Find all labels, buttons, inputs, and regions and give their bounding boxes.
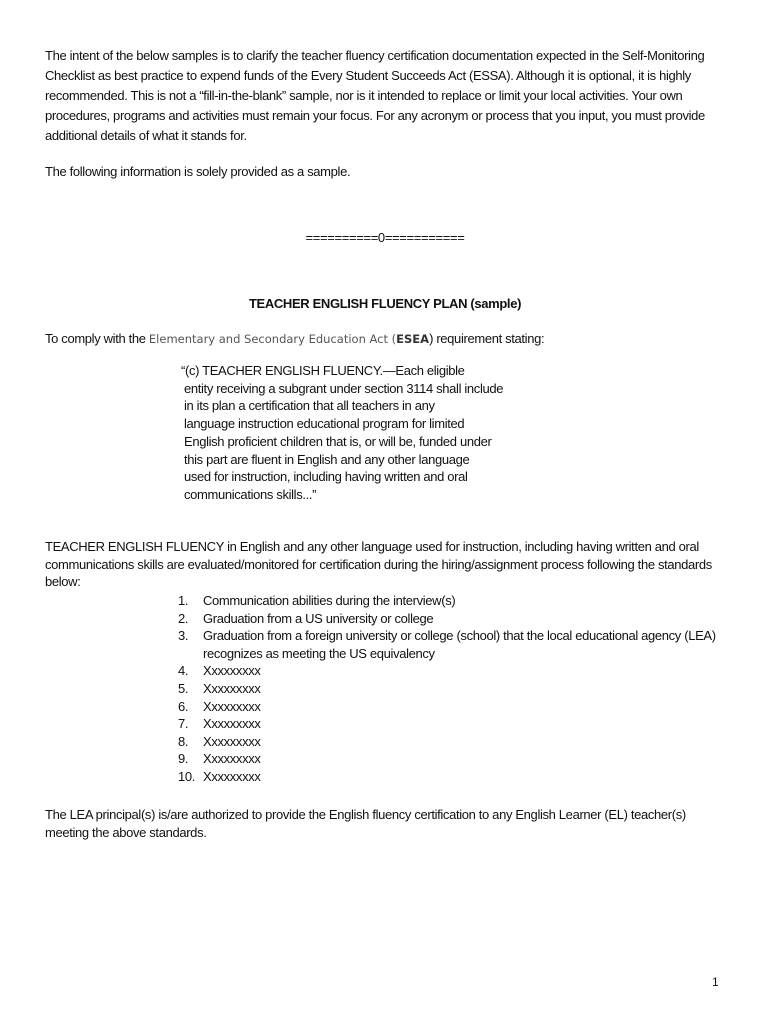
act-open-paren: ( bbox=[388, 332, 397, 346]
list-item-text: Communication abilities during the interview(s) bbox=[203, 593, 456, 608]
list-item-text: Xxxxxxxxx bbox=[203, 751, 261, 767]
quote-line: this part are fluent in English and any other language bbox=[184, 451, 470, 467]
list-item-text: Graduation from a US university or college bbox=[203, 610, 434, 626]
comply-suffix: ) requirement stating: bbox=[429, 331, 545, 346]
quote-line: English proficient children that is, or will be, funded under bbox=[184, 433, 492, 449]
list-item-number: 7. bbox=[178, 716, 189, 732]
quote-line: communications skills...” bbox=[184, 486, 317, 502]
list-item-number: 9. bbox=[178, 751, 189, 767]
closing-paragraph: The LEA principal(s) is/are authorized to provide the English fluency certification to any English Learner (EL) teacher(s) meeting the above standards. bbox=[45, 807, 686, 840]
list-item-text: Graduation from a foreign university or college (school) that the local educational agency (LEA) recognizes as meeting the US equivalency bbox=[203, 628, 716, 661]
list-item bbox=[178, 662, 738, 680]
list-item bbox=[178, 610, 738, 628]
intro-paragraph: The intent of the below samples is to clarify the teacher fluency certification documentation expected in the Self-Monitoring Checklist as best practice to expend funds of the Every Student Succeeds Act (ESSA). Although it is optional, it is highly recommended. This is not a “fill-in-the-blank” sample, nor is it intended to replace or limit your local activities. Your own procedures, programs and activities must remain your focus. For any acronym or process that you input, you must provide additional details of what it stands for. bbox=[45, 48, 705, 143]
list-item-number: 1. bbox=[178, 593, 189, 608]
list-item-number: 3. bbox=[178, 628, 189, 644]
standards-intro-paragraph: TEACHER ENGLISH FLUENCY in English and any other language used for instruction, including having written and oral communications skills are evaluated/monitored for certification during the hiring/assignment process following the standards below: bbox=[45, 539, 712, 589]
list-item-text: Xxxxxxxxx bbox=[203, 733, 261, 749]
list-item-text: Xxxxxxxxx bbox=[203, 768, 261, 784]
sample-note-paragraph: The following information is solely provided as a sample. bbox=[45, 164, 351, 179]
quote-line: used for instruction, including having written and oral bbox=[184, 469, 468, 485]
list-item bbox=[178, 733, 738, 751]
act-name-link[interactable]: Elementary and Secondary Education Act bbox=[148, 332, 389, 346]
quote-line: “(c) TEACHER ENGLISH FLUENCY.—Each eligible bbox=[181, 363, 465, 378]
list-item bbox=[178, 627, 738, 662]
comply-prefix: To comply with the bbox=[45, 331, 149, 346]
list-item-number: 2. bbox=[178, 610, 189, 626]
page-number: 1 bbox=[712, 975, 719, 989]
list-item bbox=[178, 768, 738, 786]
section-divider: ==========0=========== bbox=[305, 230, 465, 245]
statute-quote bbox=[181, 362, 511, 504]
list-item-number: 5. bbox=[178, 680, 189, 696]
list-item-number: 4. bbox=[178, 663, 189, 679]
standards-list bbox=[178, 592, 738, 786]
list-item-number: 8. bbox=[178, 733, 189, 749]
quote-line: entity receiving a subgrant under section 3114 shall include bbox=[184, 380, 504, 396]
list-item-text: Xxxxxxxxx bbox=[203, 663, 261, 679]
list-item bbox=[178, 592, 738, 610]
list-item bbox=[178, 750, 738, 768]
list-item-text: Xxxxxxxxx bbox=[203, 698, 261, 714]
comply-paragraph bbox=[45, 329, 730, 349]
list-item-text: Xxxxxxxxx bbox=[203, 680, 261, 696]
list-item bbox=[178, 698, 738, 716]
quote-line: language instruction educational program for limited bbox=[184, 416, 465, 432]
quote-line: in its plan a certification that all teachers in any bbox=[184, 398, 435, 414]
plan-title: TEACHER ENGLISH FLUENCY PLAN (sample) bbox=[248, 296, 522, 311]
list-item-number: 6. bbox=[178, 698, 189, 714]
list-item bbox=[178, 680, 738, 698]
list-item-number: 10. bbox=[178, 768, 196, 784]
list-item-text: Xxxxxxxxx bbox=[203, 716, 261, 732]
list-item bbox=[178, 715, 738, 733]
act-abbreviation: ESEA bbox=[396, 332, 430, 346]
